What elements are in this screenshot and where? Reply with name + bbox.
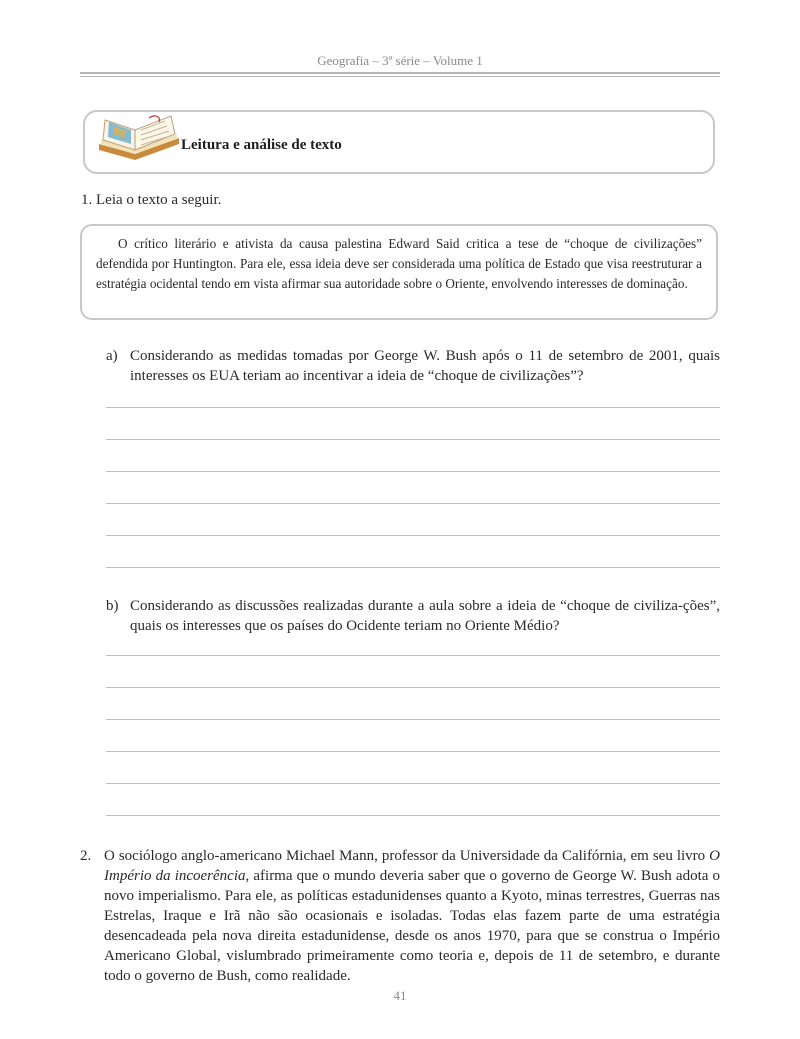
- quote-box: [80, 224, 718, 320]
- question-1a-text: Considerando as medidas tomadas por George W. Bush após o 11 de setembro de 2001, quais interesses os EUA teriam ao incentivar a ideia de “choque de civilizações”?: [130, 348, 720, 384]
- answer-line[interactable]: [106, 687, 720, 688]
- book-title: O Império da incoerência: [104, 848, 720, 884]
- running-header: Geografia – 3ª série – Volume 1: [317, 53, 483, 68]
- answer-line[interactable]: [106, 439, 720, 440]
- open-book-icon: [95, 108, 183, 169]
- question-1a: [106, 346, 720, 386]
- answer-line[interactable]: [106, 407, 720, 408]
- answer-line[interactable]: [106, 783, 720, 784]
- question-1b-text: Considerando as discussões realizadas durante a aula sobre a ideia de “choque de civiliza-ções”, quais os interesses que os países do Ocidente teriam no Oriente Médio?: [130, 598, 720, 634]
- question-2: [80, 846, 720, 986]
- question-2-text-start: O sociólogo anglo-americano Michael Mann, professor da Universidade da Califórnia, em seu livro: [104, 848, 710, 864]
- answer-line[interactable]: [106, 751, 720, 752]
- quote-text: O crítico literário e ativista da causa palestina Edward Said critica a tese de “choque de civilizações” defendida por Huntington. Para ele, essa ideia deve ser considerada uma política de Estado que visa reestruturar a estratégia ocidental tendo em vista afirmar sua autoridade sobre o Oriente, envolvendo interesses de dominação.: [96, 236, 702, 291]
- answer-line[interactable]: [106, 719, 720, 720]
- question-1b-marker: b): [106, 598, 119, 614]
- question-1b: [106, 596, 720, 636]
- section-banner: [83, 110, 715, 174]
- question-1a-marker: a): [106, 348, 118, 364]
- question-1-prompt: 1. Leia o texto a seguir.: [81, 192, 222, 208]
- page-number: 41: [393, 988, 407, 1003]
- question-2-text: [80, 846, 720, 986]
- answer-line[interactable]: [106, 503, 720, 504]
- answer-line[interactable]: [106, 471, 720, 472]
- answer-line[interactable]: [106, 567, 720, 568]
- question-2-text-end: , afirma que o mundo deveria saber que o governo de George W. Bush adota o novo imperialismo. Para ele, as políticas estadunidenses quanto a Kyoto, minas terrestres, Guerras nas Estrelas, Iraque e Irã não são ocasionais e isoladas. Todas elas fazem parte de uma estratégia desencadeada pela nova direita estadunidense, desde os anos 1970, para que se construa o Império Americano Global, vislumbrado primeiramente como teoria e, depois de 11 de setembro, e durante todo o governo de Bush, como realidade.: [104, 868, 720, 984]
- header-rule: [80, 72, 720, 77]
- question-2-marker: 2.: [80, 848, 92, 864]
- section-title: Leitura e análise de texto: [181, 137, 342, 153]
- answer-line[interactable]: [106, 655, 720, 656]
- answer-line[interactable]: [106, 815, 720, 816]
- answer-line[interactable]: [106, 535, 720, 536]
